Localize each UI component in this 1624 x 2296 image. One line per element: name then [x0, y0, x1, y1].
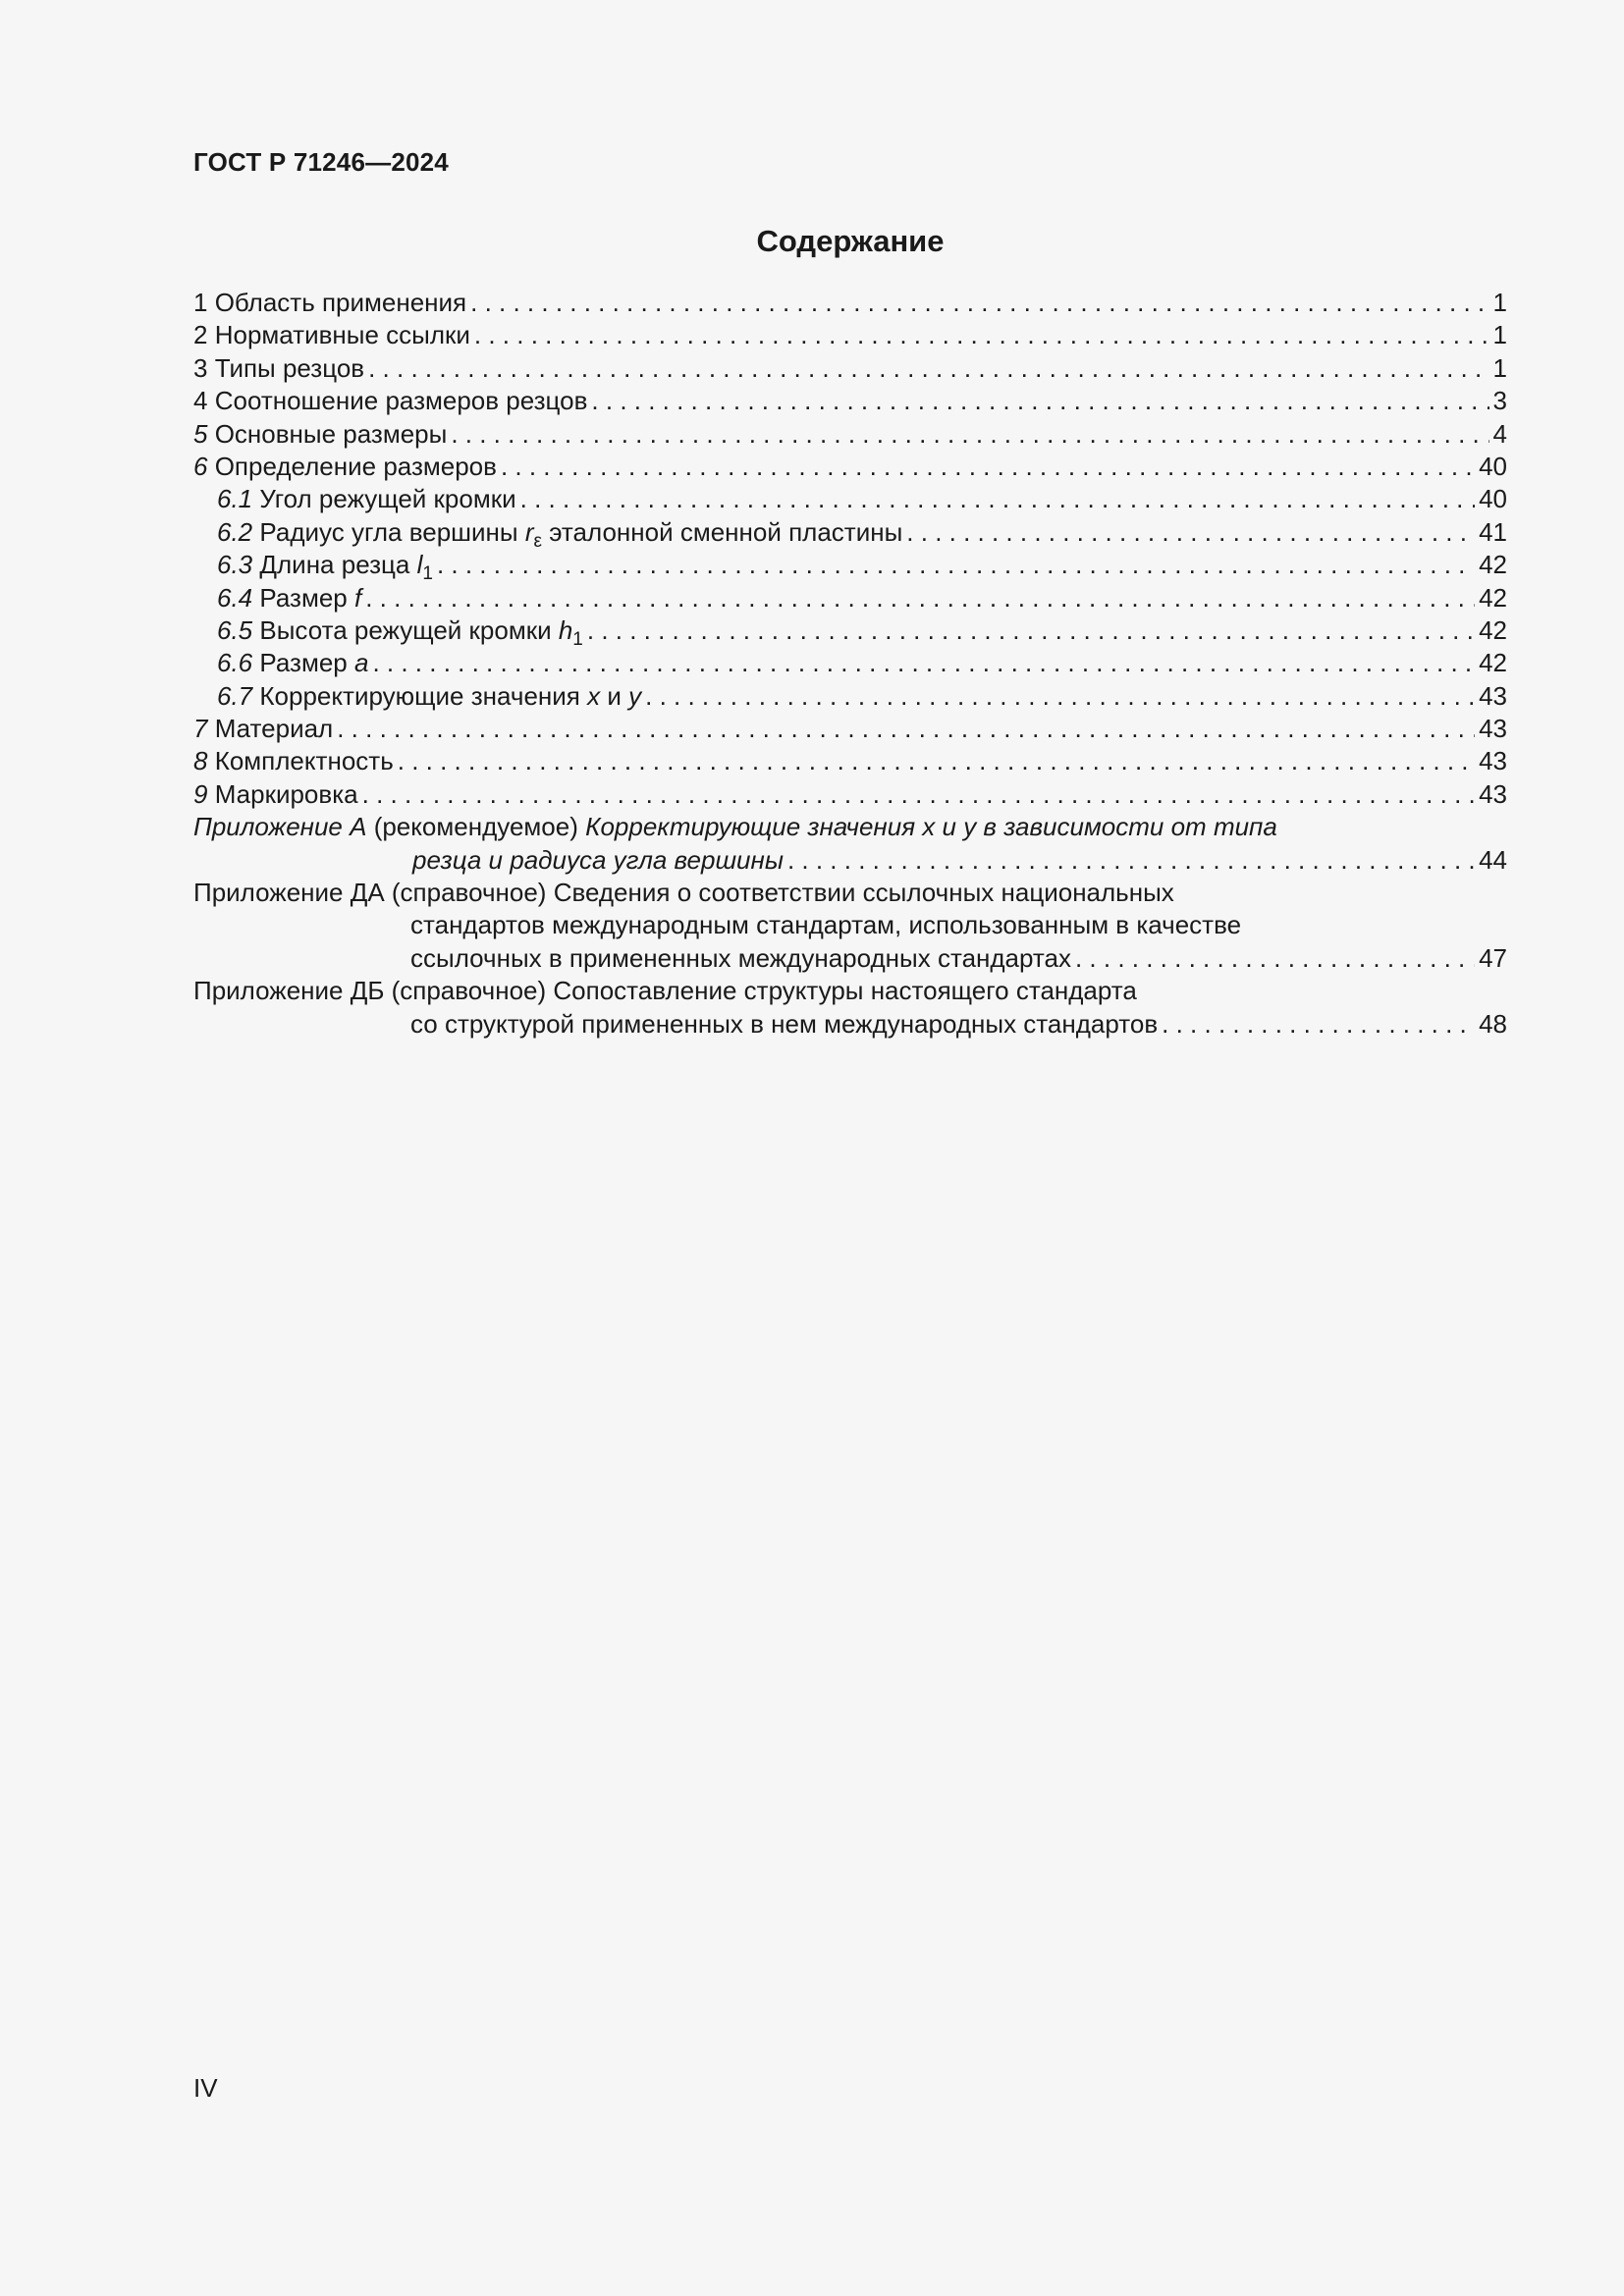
- entry-title: Определение размеров: [214, 451, 497, 481]
- symbol: h: [558, 614, 573, 645]
- entry-page: 3: [1492, 386, 1507, 416]
- entry-page: 48: [1479, 1008, 1507, 1039]
- entry-number: 6.7: [217, 680, 253, 711]
- symbol: a: [354, 648, 369, 678]
- dot-leader: [372, 647, 1475, 679]
- entry-page: 42: [1479, 550, 1507, 580]
- dot-leader: [451, 418, 1489, 451]
- entry-title: Область применения: [214, 288, 467, 317]
- entry-title: Высота режущей кромки: [259, 614, 552, 645]
- entry-page: 44: [1479, 844, 1507, 875]
- symbol-x: x: [587, 680, 601, 711]
- entry-number: 6.3: [217, 550, 253, 580]
- entry-title: Длина резца: [259, 550, 410, 580]
- dot-leader: [645, 680, 1475, 713]
- toc-entry[interactable]: [193, 287, 1507, 319]
- subscript: 1: [572, 628, 583, 650]
- entry-number: 2: [193, 320, 208, 350]
- entry-title: Корректирующие значения: [259, 680, 580, 711]
- symbol-y: y: [628, 680, 642, 711]
- entry-number: 9: [193, 778, 208, 809]
- entry-title: Радиус угла вершины: [259, 516, 518, 547]
- entry-page: 1: [1492, 320, 1507, 350]
- page-number: IV: [193, 2073, 218, 2103]
- annex-da-title-1: Сведения о соответствии ссылочных национальных: [553, 878, 1174, 908]
- annex-a-title-1: Корректирующие значения x и y в зависимости от типа: [585, 812, 1277, 842]
- annex-db-title-1: Сопоставление структуры настоящего стандарта: [553, 976, 1137, 1006]
- entry-page: 1: [1492, 288, 1507, 317]
- entry-title: Маркировка: [214, 778, 358, 809]
- toc-entry[interactable]: [193, 418, 1507, 451]
- dot-leader: [1162, 1008, 1475, 1041]
- toc-entry[interactable]: [193, 451, 1507, 483]
- annex-db-line-2[interactable]: [193, 1008, 1507, 1041]
- dot-leader: [787, 844, 1475, 877]
- dot-leader: [470, 287, 1489, 319]
- toc-entry[interactable]: [193, 745, 1507, 777]
- entry-title: Основные размеры: [214, 418, 448, 449]
- entry-number: 3: [193, 352, 208, 383]
- toc-subentry[interactable]: [193, 680, 1507, 713]
- entry-number: 4: [193, 386, 208, 416]
- annex-da-prefix: Приложение ДА (справочное): [193, 878, 547, 908]
- entry-number: 1: [193, 288, 208, 317]
- entry-number: 5: [193, 418, 208, 449]
- dot-leader: [520, 483, 1475, 515]
- toc-entry[interactable]: [193, 778, 1507, 811]
- dot-leader: [501, 451, 1475, 483]
- dot-leader: [1075, 942, 1475, 975]
- symbol: r: [524, 516, 534, 547]
- symbol: f: [354, 582, 362, 613]
- table-of-contents: [193, 287, 1507, 1041]
- document-code: ГОСТ Р 71246—2024: [193, 147, 449, 177]
- entry-page: 43: [1479, 714, 1507, 744]
- toc-subentry[interactable]: [193, 516, 1507, 552]
- annex-db-line-1[interactable]: [193, 975, 1507, 1007]
- symbol: l: [416, 550, 423, 580]
- dot-leader: [368, 352, 1489, 385]
- dot-leader: [365, 582, 1475, 614]
- toc-entry[interactable]: [193, 319, 1507, 351]
- entry-page: 4: [1492, 418, 1507, 449]
- entry-page: 43: [1479, 746, 1507, 776]
- entry-page: 40: [1479, 484, 1507, 514]
- annex-a-line-2[interactable]: [193, 844, 1507, 877]
- entry-title-cont: эталонной сменной пластины: [549, 516, 903, 547]
- toc-subentry[interactable]: [193, 582, 1507, 614]
- entry-page: 41: [1479, 516, 1507, 547]
- entry-page: 42: [1479, 648, 1507, 678]
- dot-leader: [587, 614, 1475, 647]
- annex-db-title-2: со структурой примененных в нем международных стандартов: [410, 1008, 1159, 1039]
- dot-leader: [362, 778, 1475, 811]
- dot-leader: [337, 713, 1475, 745]
- entry-page: 42: [1479, 582, 1507, 613]
- entry-page: 47: [1479, 942, 1507, 973]
- dot-leader: [591, 385, 1489, 417]
- entry-number: 6.2: [217, 516, 253, 547]
- entry-title: Типы резцов: [214, 352, 365, 383]
- entry-page: 1: [1492, 352, 1507, 383]
- dot-leader: [398, 745, 1475, 777]
- annex-db-prefix: Приложение ДБ (справочное): [193, 976, 547, 1006]
- annex-da-title-3: ссылочных в примененных международных стандартах: [410, 942, 1071, 973]
- annex-a-kind: (рекомендуемое): [373, 812, 578, 842]
- entry-number: 6.4: [217, 582, 253, 613]
- toc-subentry[interactable]: [193, 483, 1507, 515]
- annex-da-line-2[interactable]: [193, 909, 1507, 941]
- entry-number: 6: [193, 451, 208, 481]
- annex-a-title-2: резца и радиуса угла вершины: [412, 844, 784, 875]
- conjunction: и: [607, 680, 622, 711]
- entry-page: 42: [1479, 614, 1507, 645]
- entry-title: Нормативные ссылки: [214, 320, 470, 350]
- entry-title: Размер: [259, 582, 348, 613]
- annex-a-line-1[interactable]: [193, 811, 1507, 843]
- dot-leader: [906, 516, 1475, 549]
- entry-page: 43: [1479, 778, 1507, 809]
- entry-number: 7: [193, 714, 208, 744]
- entry-page: 40: [1479, 451, 1507, 481]
- annex-da-title-2: стандартов международным стандартам, использованным в качестве: [410, 910, 1242, 940]
- dot-leader: [474, 319, 1489, 351]
- toc-title: Содержание: [756, 224, 945, 258]
- entry-number: 8: [193, 746, 208, 776]
- entry-title: Комплектность: [214, 746, 394, 776]
- entry-page: 43: [1479, 680, 1507, 711]
- annex-a-prefix: Приложение А: [193, 812, 367, 842]
- dot-leader: [437, 549, 1475, 581]
- annex-da-line-1[interactable]: [193, 877, 1507, 909]
- entry-title: Материал: [214, 714, 334, 744]
- entry-title: Размер: [259, 648, 348, 678]
- entry-number: 6.6: [217, 648, 253, 678]
- toc-subentry[interactable]: [193, 614, 1507, 650]
- toc-subentry[interactable]: [193, 647, 1507, 679]
- subscript: 1: [422, 563, 433, 585]
- toc-entry[interactable]: [193, 352, 1507, 385]
- toc-entry[interactable]: [193, 713, 1507, 745]
- toc-subentry[interactable]: [193, 549, 1507, 585]
- toc-entry[interactable]: [193, 385, 1507, 417]
- entry-number: 6.1: [217, 484, 253, 514]
- subscript: ε: [533, 530, 542, 552]
- entry-title: Соотношение размеров резцов: [214, 386, 588, 416]
- entry-number: 6.5: [217, 614, 253, 645]
- entry-title: Угол режущей кромки: [259, 484, 516, 514]
- annex-da-line-3[interactable]: [193, 942, 1507, 975]
